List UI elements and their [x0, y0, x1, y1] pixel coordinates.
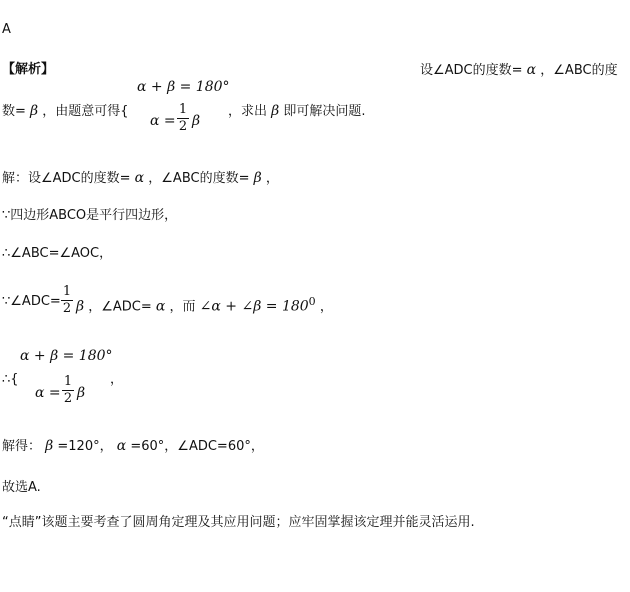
beta-symbol-6: β	[45, 438, 54, 454]
summary-equation-2-right: β	[192, 113, 201, 129]
solution-equation-1: α + β = 180°	[20, 348, 113, 364]
solution-line-1	[2, 170, 279, 187]
solution-line-6	[2, 438, 264, 455]
alpha-symbol: α	[526, 62, 537, 78]
solution-line-3: ∴∠ABC=∠AOC，	[2, 246, 113, 261]
solution-equation-2-right: β	[77, 385, 86, 401]
solution-line-4a: ∵∠ADC=	[2, 294, 61, 309]
summary-line-1	[420, 62, 618, 79]
beta-symbol-4: β	[76, 298, 85, 315]
summary-text-6: 即可解决问题.	[283, 104, 366, 119]
beta-symbol-2: β	[271, 103, 280, 119]
summary-line-2-cont	[228, 103, 366, 120]
alpha-symbol-3: α	[134, 170, 145, 186]
summary-text-2: ，∠ABC的度	[540, 63, 618, 78]
solution-system-brace: ∴{	[2, 372, 19, 387]
beta-symbol: β	[30, 103, 39, 119]
analysis-header: 【解析】	[2, 62, 55, 77]
solution-text-4c: ，而	[169, 299, 196, 315]
solution-text-1c: ，	[265, 171, 279, 186]
alpha-symbol-4: α	[155, 298, 166, 315]
solution-line-4b	[76, 294, 333, 315]
summary-text-4: ，由题意可得{	[42, 104, 129, 119]
solution-text-6a: 解得：	[2, 439, 42, 454]
fraction-denominator-2: 2	[62, 301, 72, 316]
highlight-note: “点睛”该题主要考查了圆周角定理及其应用问题；应牢固掌握该定理并能灵活运用.	[2, 515, 475, 530]
solution-text-6b: =120°，	[57, 439, 113, 454]
fraction-denominator-3: 2	[63, 391, 73, 406]
alpha-symbol-6: α	[116, 438, 127, 454]
summary-fraction	[177, 103, 189, 134]
solution-text-6c: =60°，∠ADC=60°，	[130, 439, 264, 454]
summary-text-3: 数=	[2, 104, 26, 119]
solution-choice: 故选A.	[2, 480, 41, 495]
angle-sum-expression: ∠α + ∠β = 180	[199, 298, 309, 315]
solution-text-1b: ，∠ABC的度数=	[148, 171, 250, 186]
solution-fraction-1	[61, 285, 73, 316]
summary-text-1: 设∠ADC的度数=	[420, 63, 523, 78]
answer-label: A	[2, 22, 11, 37]
solution-equation-2-left: α =	[35, 385, 61, 401]
summary-equation-1: α + β = 180°	[137, 79, 230, 95]
beta-symbol-3: β	[253, 170, 262, 186]
fraction-numerator-3: 1	[63, 374, 73, 389]
fraction-numerator: 1	[178, 102, 188, 117]
fraction-denominator: 2	[178, 119, 188, 134]
solution-fraction-2	[62, 375, 74, 406]
summary-equation-2-left: α =	[150, 113, 176, 129]
solution-text-4e: ，	[319, 299, 333, 315]
degree-superscript: 0	[308, 295, 316, 308]
solution-line-2: ∵四边形ABCO是平行四边形，	[2, 208, 178, 223]
solution-text-1a: 解：设∠ADC的度数=	[2, 171, 131, 186]
fraction-numerator-2: 1	[62, 284, 72, 299]
solution-system-suffix: ，	[110, 372, 124, 387]
solution-text-4b: ，∠ADC=	[88, 299, 152, 315]
summary-line-2	[2, 103, 129, 120]
summary-text-5: ，求出	[228, 104, 268, 119]
